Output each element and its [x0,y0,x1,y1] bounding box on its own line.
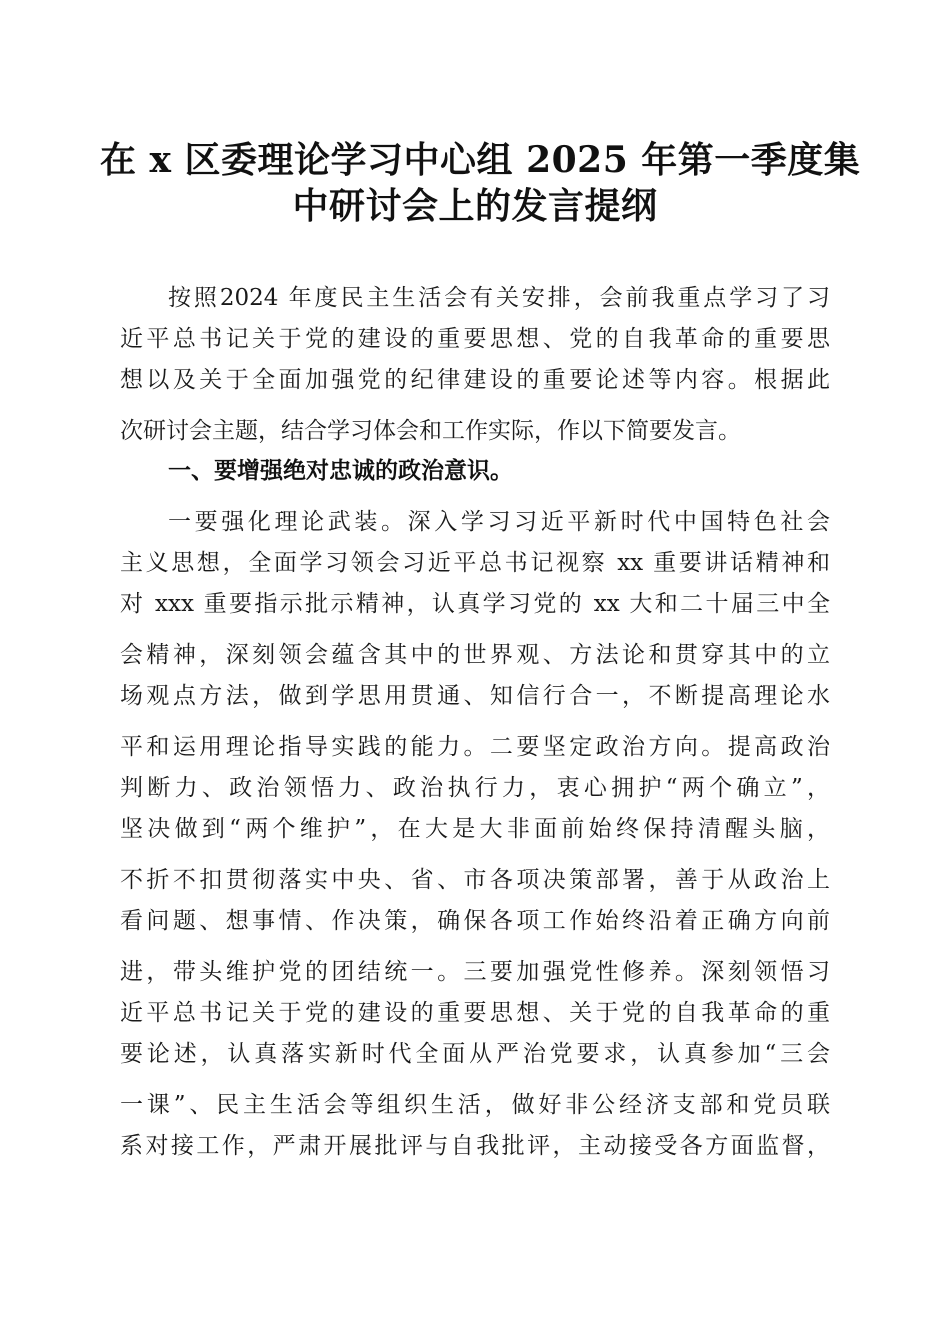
title-line-2: 中研讨会上的发言提纲 [292,185,658,227]
paragraph-line: 主义思想，全面学习领会习近平总书记视察 xx 重要讲话精神和 [120,550,830,576]
paragraph-line: 不折不扣贯彻落实中央、省、市各项决策部署，善于从政治上 [120,867,830,893]
paragraph-line: 判断力、政治领悟力、政治执行力，衷心拥护“两个确立”， [120,775,830,801]
intro-line-1: 按照2024 年度民主生活会有关安排，会前我重点学习了习 [168,285,830,311]
paragraph-line: 对 xxx 重要指示批示精神，认真学习党的 xx 大和二十届三中全 [120,591,830,617]
paragraph-line: 一课”、民主生活会等组织生活，做好非公经济支部和党员联 [120,1092,830,1118]
paragraph-line: 一要强化理论武装。深入学习习近平新时代中国特色社会 [168,509,830,535]
intro-line-3: 想以及关于全面加强党的纪律建设的重要论述等内容。根据此 [120,367,830,393]
section-heading-1: 一、要增强绝对忠诚的政治意识。 [168,458,513,484]
paragraph-line: 坚决做到“两个维护”，在大是大非面前始终保持清醒头脑， [120,816,830,842]
paragraph-line: 场观点方法，做到学思用贯通、知信行合一，不断提高理论水 [120,683,830,709]
paragraph-line: 看问题、想事情、作决策，确保各项工作始终沿着正确方向前 [120,908,830,934]
intro-line-2: 近平总书记关于党的建设的重要思想、党的自我革命的重要思 [120,326,830,352]
paragraph-line: 平和运用理论指导实践的能力。二要坚定政治方向。提高政治 [120,734,830,760]
paragraph-line: 近平总书记关于党的建设的重要思想、关于党的自我革命的重 [120,1000,830,1026]
title-line-1: 在 x 区委理论学习中心组 2025 年第一季度集 [100,139,861,181]
paragraph-line: 要论述，认真落实新时代全面从严治党要求，认真参加“三会 [120,1041,830,1067]
document-title [100,137,861,229]
paragraph-line: 系对接工作，严肃开展批评与自我批评，主动接受各方面监督， [120,1133,830,1159]
paragraph-line: 会精神，深刻领会蕴含其中的世界观、方法论和贯穿其中的立 [120,642,830,668]
intro-line-4: 次研讨会主题，结合学习体会和工作实际，作以下简要发言。 [120,418,741,444]
paragraph-line: 进，带头维护党的团结统一。三要加强党性修养。深刻领悟习 [120,959,830,985]
